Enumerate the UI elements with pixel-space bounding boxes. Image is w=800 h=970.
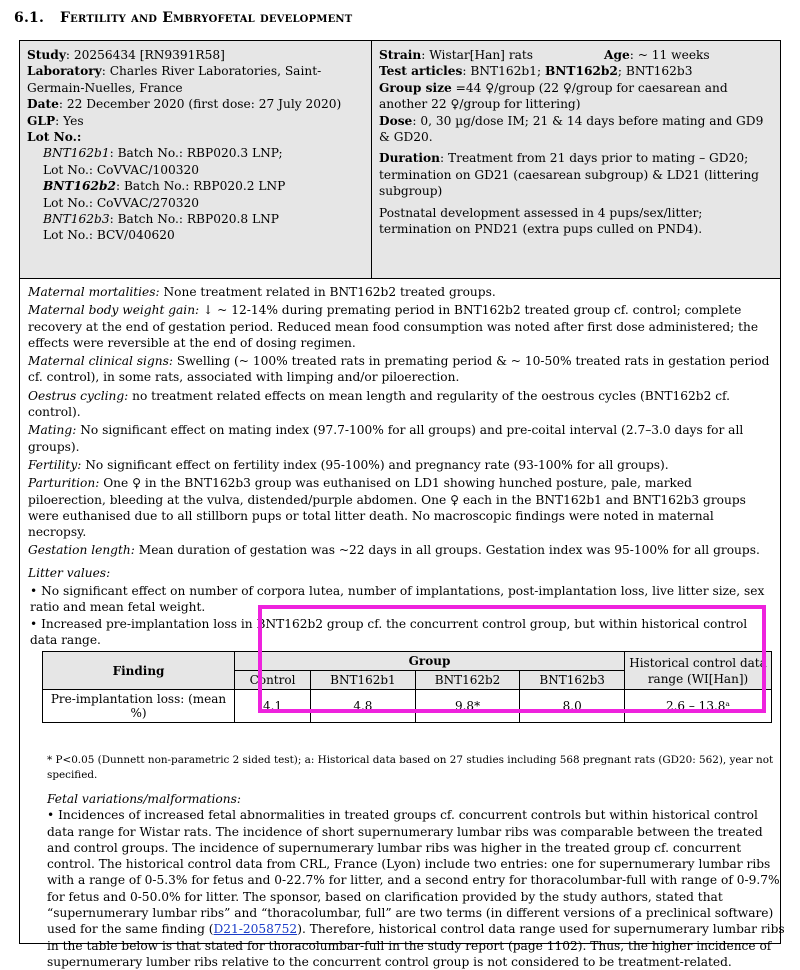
row-label: Pre-implantation loss: (mean %) bbox=[43, 690, 235, 723]
lot-name: BNT162b1 bbox=[43, 146, 110, 161]
table-cell: 4.1 bbox=[235, 690, 311, 723]
study-info-box bbox=[20, 41, 780, 279]
test-a: BNT162b1; bbox=[470, 64, 542, 79]
finding-text: No significant effect on mating index (97.7-100% for all groups) and pre-coital interval (2.7–3.0 days for all groups). bbox=[28, 423, 744, 454]
study-info-left: Study: 20256434 [RN9391R58] Laboratory: Charles River Laboratories, Saint-Germain-Nuelles, France Date: 22 December 2020 (first dose: 27 July 2020) GLP: Yes Lot No.: BNT162b1: Batch No.: RBP020.3 LNP; Lot No.: CoVVAC/100320 BNT162b2: Batch No.: RBP020.2 LNP Lot No.: CoVVAC/270320 BNT162b3: Batch No.: RBP020.8 LNP Lot No.: BCV/040620 bbox=[20, 41, 372, 278]
lot-number: Lot No.: CoVVAC/100320 bbox=[43, 162, 200, 177]
test-c: ; BNT162b3 bbox=[617, 64, 693, 79]
table-footnote: * P<0.05 (Dunnett non-parametric 2 sided test); a: Historical data based on 27 studies including 568 pregnant rats (GD20: 562), year not specified. bbox=[47, 754, 774, 781]
strain-value: Wistar[Han] rats bbox=[429, 48, 534, 62]
finding-label: Oestrus cycling: bbox=[28, 388, 129, 403]
lot-batch: Batch No.: RBP020.2 LNP bbox=[123, 179, 286, 194]
section-number: 6.1. bbox=[14, 10, 45, 26]
glp-value: Yes bbox=[63, 113, 84, 128]
finding-text: ↓ ~ 12-14% during premating period in BNT162b2 treated group cf. control; complete recovery at the end of gestation period. Reduced mean food consumption was noted after first dose administered; the effects were reversible at the end of dosing regimen. bbox=[28, 303, 759, 350]
table-cell: 8.0 bbox=[520, 690, 625, 723]
dose-label: Dose bbox=[379, 113, 413, 128]
finding-label: Maternal mortalities: bbox=[28, 285, 160, 299]
column-header: Control bbox=[235, 671, 311, 690]
fetal-text bbox=[47, 807, 787, 970]
finding-text: Mean duration of gestation was ~22 days in all groups. Gestation index was 95-100% for all groups. bbox=[138, 543, 760, 558]
finding-header: Finding bbox=[43, 652, 235, 690]
test-b: BNT162b2 bbox=[544, 64, 618, 79]
finding-paragraph bbox=[28, 542, 772, 558]
finding-label: Maternal body weight gain: bbox=[28, 303, 200, 318]
fetal-text-before: • Incidences of increased fetal abnormalities in treated groups cf. concurrent controls but within historical control data range for Wistar rats. The incidence of short supernumerary lumbar ribs was comparable between the treated and control groups. The incidence of supernumerary lumbar ribs was higher in the treated group cf. concurrent control. The historical control data from CRL, France (Lyon) include two entries: one for supernumerary lumbar ribs with a range of 0-5.3% for fetus and 0-22.7% for litter, and a second entry for thoracolumbar-full with range of 0-9.7% for fetus and 0-50.0% for litter. The sponsor, based on clarification provided by the study authors, stated that “supernumerary lumbar ribs” and “thoracolumbar, full” are two terms (in different versions of a preclinical software) used for the same finding ( bbox=[47, 808, 780, 937]
strain-label: Strain bbox=[379, 48, 422, 62]
lot-batch: Batch No.: RBP020.3 LNP; bbox=[117, 146, 283, 161]
lab-value: Charles River Laboratories, Saint-Germain-Nuelles, France bbox=[27, 64, 322, 95]
finding-text: no treatment related effects on mean length and regularity of the oestrous cycles (BNT162b2 cf. control). bbox=[28, 388, 730, 420]
finding-label: Gestation length: bbox=[28, 543, 135, 558]
group-size-label: Group size bbox=[379, 80, 452, 95]
finding-label: Fertility: bbox=[28, 457, 82, 472]
postnatal-text: Postnatal development assessed in 4 pups/sex/litter; termination on PND21 (extra pups culled on PND4). bbox=[379, 205, 703, 237]
finding-label: Parturition: bbox=[28, 476, 100, 491]
column-header: BNT162b3 bbox=[520, 671, 625, 690]
lot-label: Lot No.: bbox=[27, 130, 82, 145]
finding-text: No significant effect on fertility index (95-100%) and pregnancy rate (93-100% for all groups). bbox=[85, 457, 669, 472]
fetal-label: Fetal variations/malformations: bbox=[47, 792, 241, 806]
group-size-value: =44 ♀/group (22 ♀/group for caesarean and another 22 ♀/group for littering) bbox=[379, 80, 728, 112]
finding-text: One ♀ in the BNT162b3 group was euthanised on LD1 showing hunched posture, pale, marked piloerection, bleeding at the vulva, distended/purple abdomen. One ♀ each in the BNT162b1 and BNT162b3 groups were euthanised due to all stillborn pups or total litter death. No macroscopic findings were noted in maternal necropsy. bbox=[28, 476, 746, 540]
litter-bullet: • No significant effect on number of corpora lutea, number of implantations, post-implantation loss, live litter size, sex ratio and mean fetal weight. bbox=[30, 584, 765, 615]
historical-cell: 2.6 – 13.8ᵃ bbox=[625, 690, 772, 723]
table-cell: 9.8* bbox=[415, 690, 520, 723]
study-value: 20256434 [RN9391R58] bbox=[73, 48, 225, 62]
study-label: Study bbox=[27, 48, 66, 62]
dose-value: 0, 30 µg/dose IM; 21 & 14 days before mating and GD9 & GD20. bbox=[379, 113, 764, 145]
lot-name: BNT162b3 bbox=[43, 212, 110, 227]
section-title: Fertility and Embryofetal development bbox=[60, 10, 353, 26]
finding-paragraph bbox=[28, 422, 772, 455]
finding-text: None treatment related in BNT162b2 treated groups. bbox=[163, 285, 496, 299]
finding-label: Mating: bbox=[28, 423, 77, 438]
lot-entry: BNT162b1: Batch No.: RBP020.3 LNP; bbox=[43, 146, 283, 161]
fetal-section bbox=[47, 791, 787, 970]
column-header: BNT162b1 bbox=[311, 671, 416, 690]
litter-bullet: • Increased pre-implantation loss in BNT162b2 group cf. the concurrent control group, but within historical control data range. bbox=[30, 616, 748, 647]
date-label: Date bbox=[27, 97, 59, 112]
finding-text: Swelling (~ 100% treated rats in premating period & ~ 10-50% treated rats in gestation period cf. control), in some rats, associated with limping and/or piloerection. bbox=[28, 354, 770, 385]
reference-link[interactable]: D21-2058752 bbox=[213, 922, 298, 937]
age-value: ~ 11 weeks bbox=[637, 48, 710, 62]
glp-label: GLP bbox=[27, 113, 56, 128]
lot-name: BNT162b2 bbox=[43, 179, 116, 194]
group-header: Group bbox=[235, 652, 625, 671]
pre-implantation-table bbox=[42, 651, 772, 723]
historical-header: Historical control data range (WI[Han]) bbox=[625, 652, 772, 690]
section-heading bbox=[14, 10, 352, 26]
finding-paragraph bbox=[28, 475, 772, 540]
date-value: 22 December 2020 (first dose: 27 July 2020) bbox=[66, 97, 342, 112]
finding-paragraph bbox=[28, 302, 772, 351]
column-header: BNT162b2 bbox=[415, 671, 520, 690]
findings-body bbox=[20, 279, 780, 653]
age-label: Age bbox=[604, 48, 630, 62]
finding-paragraph bbox=[28, 388, 772, 421]
lab-label: Laboratory bbox=[27, 64, 102, 79]
duration-label: Duration bbox=[379, 151, 440, 166]
study-frame bbox=[19, 40, 785, 969]
lot-number: Lot No.: CoVVAC/270320 bbox=[43, 195, 200, 210]
test-label: Test articles bbox=[379, 64, 463, 79]
duration-value: Treatment from 21 days prior to mating – GD20; termination on GD21 (caesarean subgroup) & LD21 (littering subgroup) bbox=[379, 151, 759, 199]
lot-batch: Batch No.: RBP020.8 LNP bbox=[117, 212, 279, 227]
fetal-text-after: ). Therefore, historical control data range used for supernumerary lumbar ribs in the table below is that stated for thoracolumbar-full in the study report (page 1102). Thus, the higher incidence of supernumerary lumber ribs relative to the concurrent control group is not considered to be treatment-related. bbox=[47, 922, 785, 969]
finding-paragraph bbox=[28, 284, 772, 300]
lot-entry: BNT162b2: Batch No.: RBP020.2 LNP bbox=[43, 179, 286, 194]
table-cell: 4.8 bbox=[311, 690, 416, 723]
lot-number: Lot No.: BCV/040620 bbox=[43, 228, 175, 243]
finding-paragraph bbox=[28, 353, 772, 386]
finding-paragraph bbox=[28, 457, 772, 473]
finding-label: Maternal clinical signs: bbox=[28, 354, 173, 369]
study-info-right: Strain: Wistar[Han] rats Age: ~ 11 weeks Test articles: BNT162b1; BNT162b2; BNT162b3 Group size =44 ♀/group (22 ♀/group for caesarean and another 22 ♀/group for littering) Dose: 0, 30 µg/dose IM; 21 & 14 days before mating and GD9 & GD20. Duration: Treatment from 21 days prior to mating – GD20; termination on GD21 (caesarean subgroup) & LD21 (littering subgroup) Postnatal development assessed in 4 pups/sex/litter; termination on PND21 (extra pups culled on PND4). bbox=[372, 41, 780, 278]
lot-entry: BNT162b3: Batch No.: RBP020.8 LNP bbox=[43, 212, 279, 227]
litter-label: Litter values: bbox=[28, 565, 111, 580]
